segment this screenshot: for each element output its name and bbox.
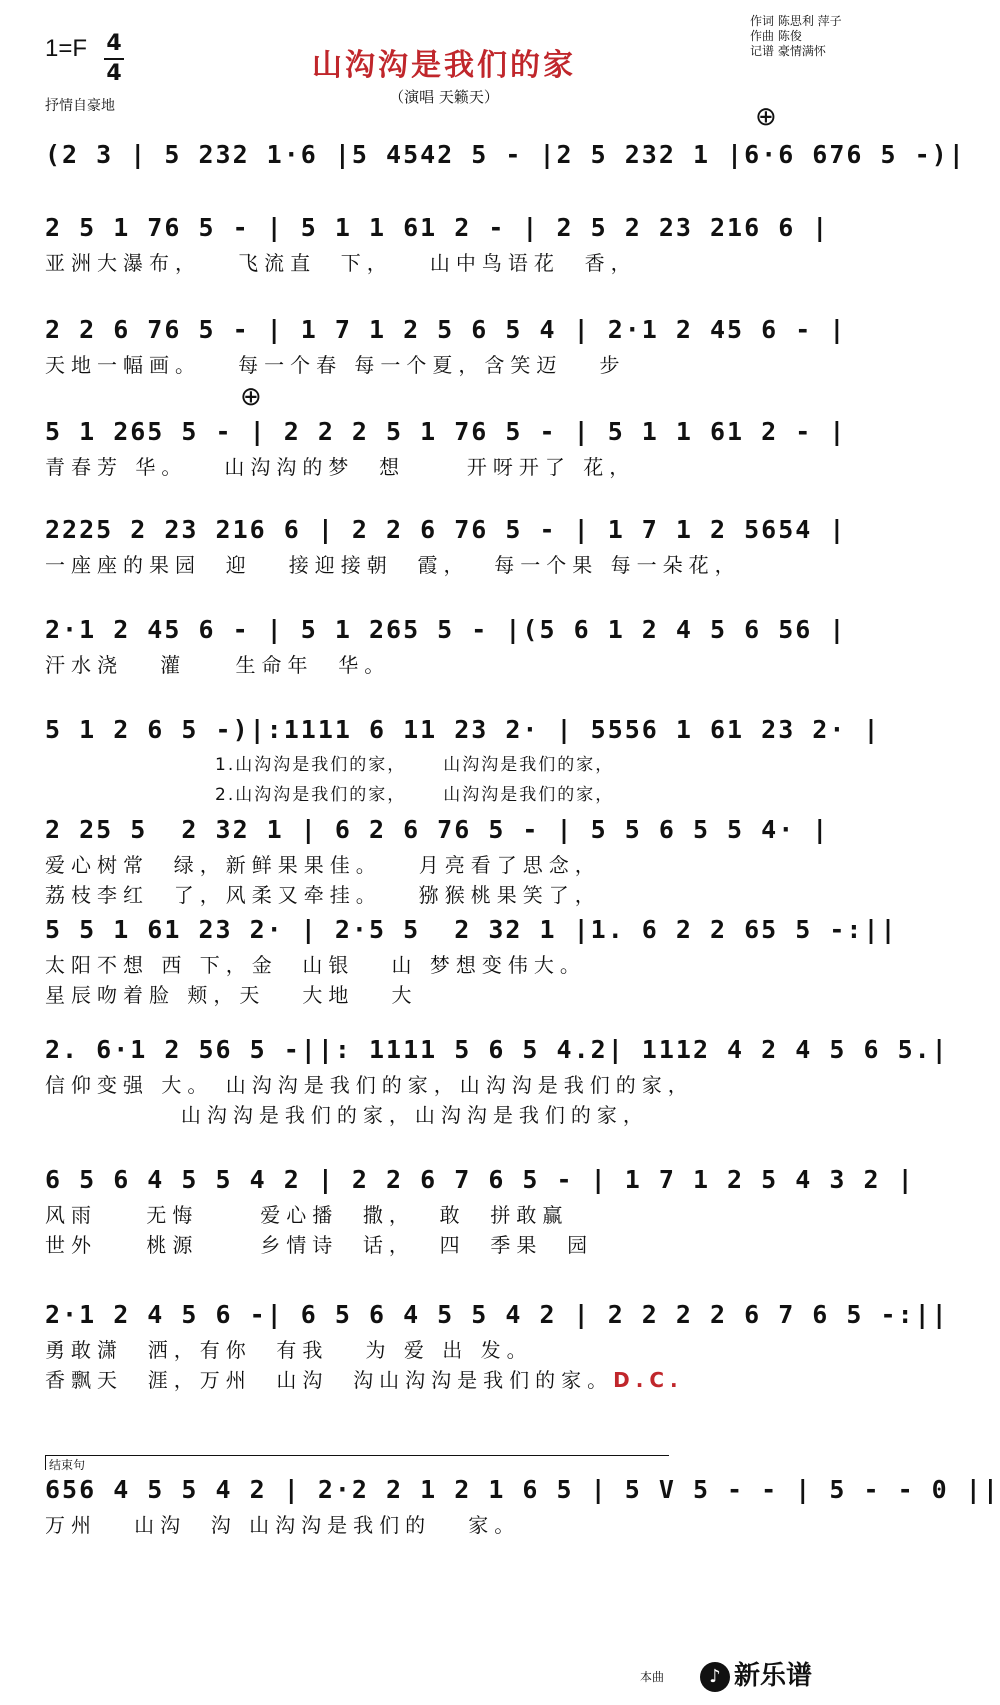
- score-system-4: [45, 412, 845, 482]
- notes-line: 6 5 6 4 5 5 4 2 | 2 2 6 7 6 5 - | 1 7 1 2 5 4 3 2 |: [45, 1165, 915, 1194]
- logo-text: 新乐谱: [734, 1661, 813, 1691]
- notes-line: 5 1 265 5 - | 2 2 2 5 1 76 5 - | 5 1 1 61 2 - |: [45, 417, 847, 446]
- lyric-line-verse1: 风雨 无悔 爱心播 撒， 敢 拼敢赢: [45, 1203, 569, 1227]
- score-system-10: [45, 1030, 949, 1130]
- song-title: 山沟沟是我们的家: [312, 48, 576, 83]
- composer-credit: 作曲 陈俊: [750, 29, 802, 43]
- transcriber-credit: 记谱 豪情满怀: [750, 44, 826, 58]
- lyric-line: 万州 山沟 沟 山沟沟是我们的 家。: [45, 1513, 521, 1537]
- lyric-line-verse2: 荔枝李红 了，风柔又牵挂。 猕猴桃果笑了，: [45, 883, 601, 907]
- score-system-13: [45, 1455, 1000, 1540]
- lyric-text: 香飘天 涯，万州 山沟 沟山沟沟是我们的家。: [45, 1368, 614, 1392]
- lyric-line-verse1: 信仰变强 大。 山沟沟是我们的家，山沟沟是我们的家，: [45, 1073, 694, 1097]
- lyric-line-verse1: 勇敢潇 洒，有你 有我 为 爱 出 发。: [45, 1338, 533, 1362]
- ending-bracket: 结束句: [45, 1455, 669, 1470]
- score-system-5: [45, 510, 845, 580]
- notes-line: (2 3 | 5 232 1·6 |5 4542 5 - |2 5 232 1 |6·6 676 5 -)|: [45, 140, 966, 169]
- site-logo: [700, 1655, 812, 1692]
- lyric-line: 汗水浇 灌 生命年 华。: [45, 653, 391, 677]
- notes-line: 2 2 6 76 5 - | 1 7 1 2 5 6 5 4 | 2·1 2 45 6 - |: [45, 315, 847, 344]
- score-system-8: [45, 810, 845, 910]
- lyric-line-verse2: [45, 1365, 845, 1395]
- time-numerator: 4: [106, 31, 122, 56]
- coda-icon: ⊕: [755, 102, 777, 132]
- notes-line: 2 25 5 2 32 1 | 6 2 6 76 5 - | 5 5 6 5 5 4· |: [45, 815, 830, 844]
- time-denominator: 4: [106, 61, 122, 86]
- tempo-mood: 抒情自豪地: [45, 98, 115, 114]
- notes-line: 2 5 1 76 5 - | 5 1 1 61 2 - | 2 5 2 23 216 6 |: [45, 213, 830, 242]
- lyric-line: 天地一幅画。 每一个春 每一个夏，含笑迈 步: [45, 353, 626, 377]
- lyric-line-verse1: 太阳不想 西 下，金 山银 山 梦想变伟大。: [45, 953, 586, 977]
- lyricist-credit: 作词 陈思利 萍子: [750, 14, 842, 28]
- singer-line: （演唱 天籁天）: [389, 88, 499, 106]
- notes-line: 2. 6·1 2 56 5 -||: 1111 5 6 5 4.2| 1112 4 2 4 5 6 5.|: [45, 1035, 949, 1064]
- notes-line: 2·1 2 4 5 6 -| 6 5 6 4 5 5 4 2 | 2 2 2 2 6 7 6 5 -:||: [45, 1300, 949, 1329]
- lyric-line: 青春芳 华。 山沟沟的梦 想 开呀开了 花，: [45, 455, 636, 479]
- key-signature: 1=F: [45, 35, 88, 62]
- score-system-1: [45, 135, 966, 175]
- da-capo-mark: D.C.: [613, 1368, 684, 1392]
- lyric-line-verse2: 世外 桃源 乡情诗 话， 四 季果 园: [45, 1233, 594, 1257]
- lyric-line: 一座座的果园 迎 接迎接朝 霞， 每一个果 每一朵花，: [45, 553, 741, 577]
- score-system-3: [45, 310, 845, 380]
- lyric-line-verse1: 1.山沟沟是我们的家， 山沟沟是我们的家，: [215, 755, 615, 775]
- coda-icon: ⊕: [240, 382, 262, 412]
- lyric-line-verse2: 2.山沟沟是我们的家， 山沟沟是我们的家，: [215, 785, 615, 805]
- lyric-line-verse2: 星辰吻着脸 颊，天 大地 大: [45, 983, 418, 1007]
- score-system-9: [45, 910, 898, 1010]
- notes-line: 2225 2 23 216 6 | 2 2 6 76 5 - | 1 7 1 2 5654 |: [45, 515, 847, 544]
- score-system-7: [45, 710, 881, 810]
- notes-line: 656 4 5 5 4 2 | 2·2 2 1 2 1 6 5 | 5 V 5 - - | 5 - - 0 ||: [45, 1475, 1000, 1504]
- notes-line: 2·1 2 45 6 - | 5 1 265 5 - |(5 6 1 2 4 5 6 56 |: [45, 615, 847, 644]
- notes-line: 5 5 1 61 23 2· | 2·5 5 2 32 1 |1. 6 2 2 65 5 -:||: [45, 915, 898, 944]
- notes-line: 5 1 2 6 5 -)|:1111 6 11 23 2· | 5556 1 61 23 2· |: [45, 715, 881, 744]
- score-system-11: [45, 1160, 915, 1260]
- music-note-icon: ♪: [700, 1662, 730, 1692]
- lyric-line-verse1: 爱心树常 绿，新鲜果果佳。 月亮看了思念，: [45, 853, 601, 877]
- score-system-6: [45, 610, 845, 680]
- score-system-2: [45, 208, 845, 278]
- footer-label: 本曲: [640, 1670, 665, 1684]
- credits: [750, 14, 842, 59]
- lyric-line-verse2: 山沟沟是我们的家，山沟沟是我们的家，: [45, 1103, 649, 1127]
- lyric-line: 亚洲大瀑布， 飞流直 下， 山中鸟语花 香，: [45, 251, 637, 275]
- score-system-12: [45, 1295, 949, 1395]
